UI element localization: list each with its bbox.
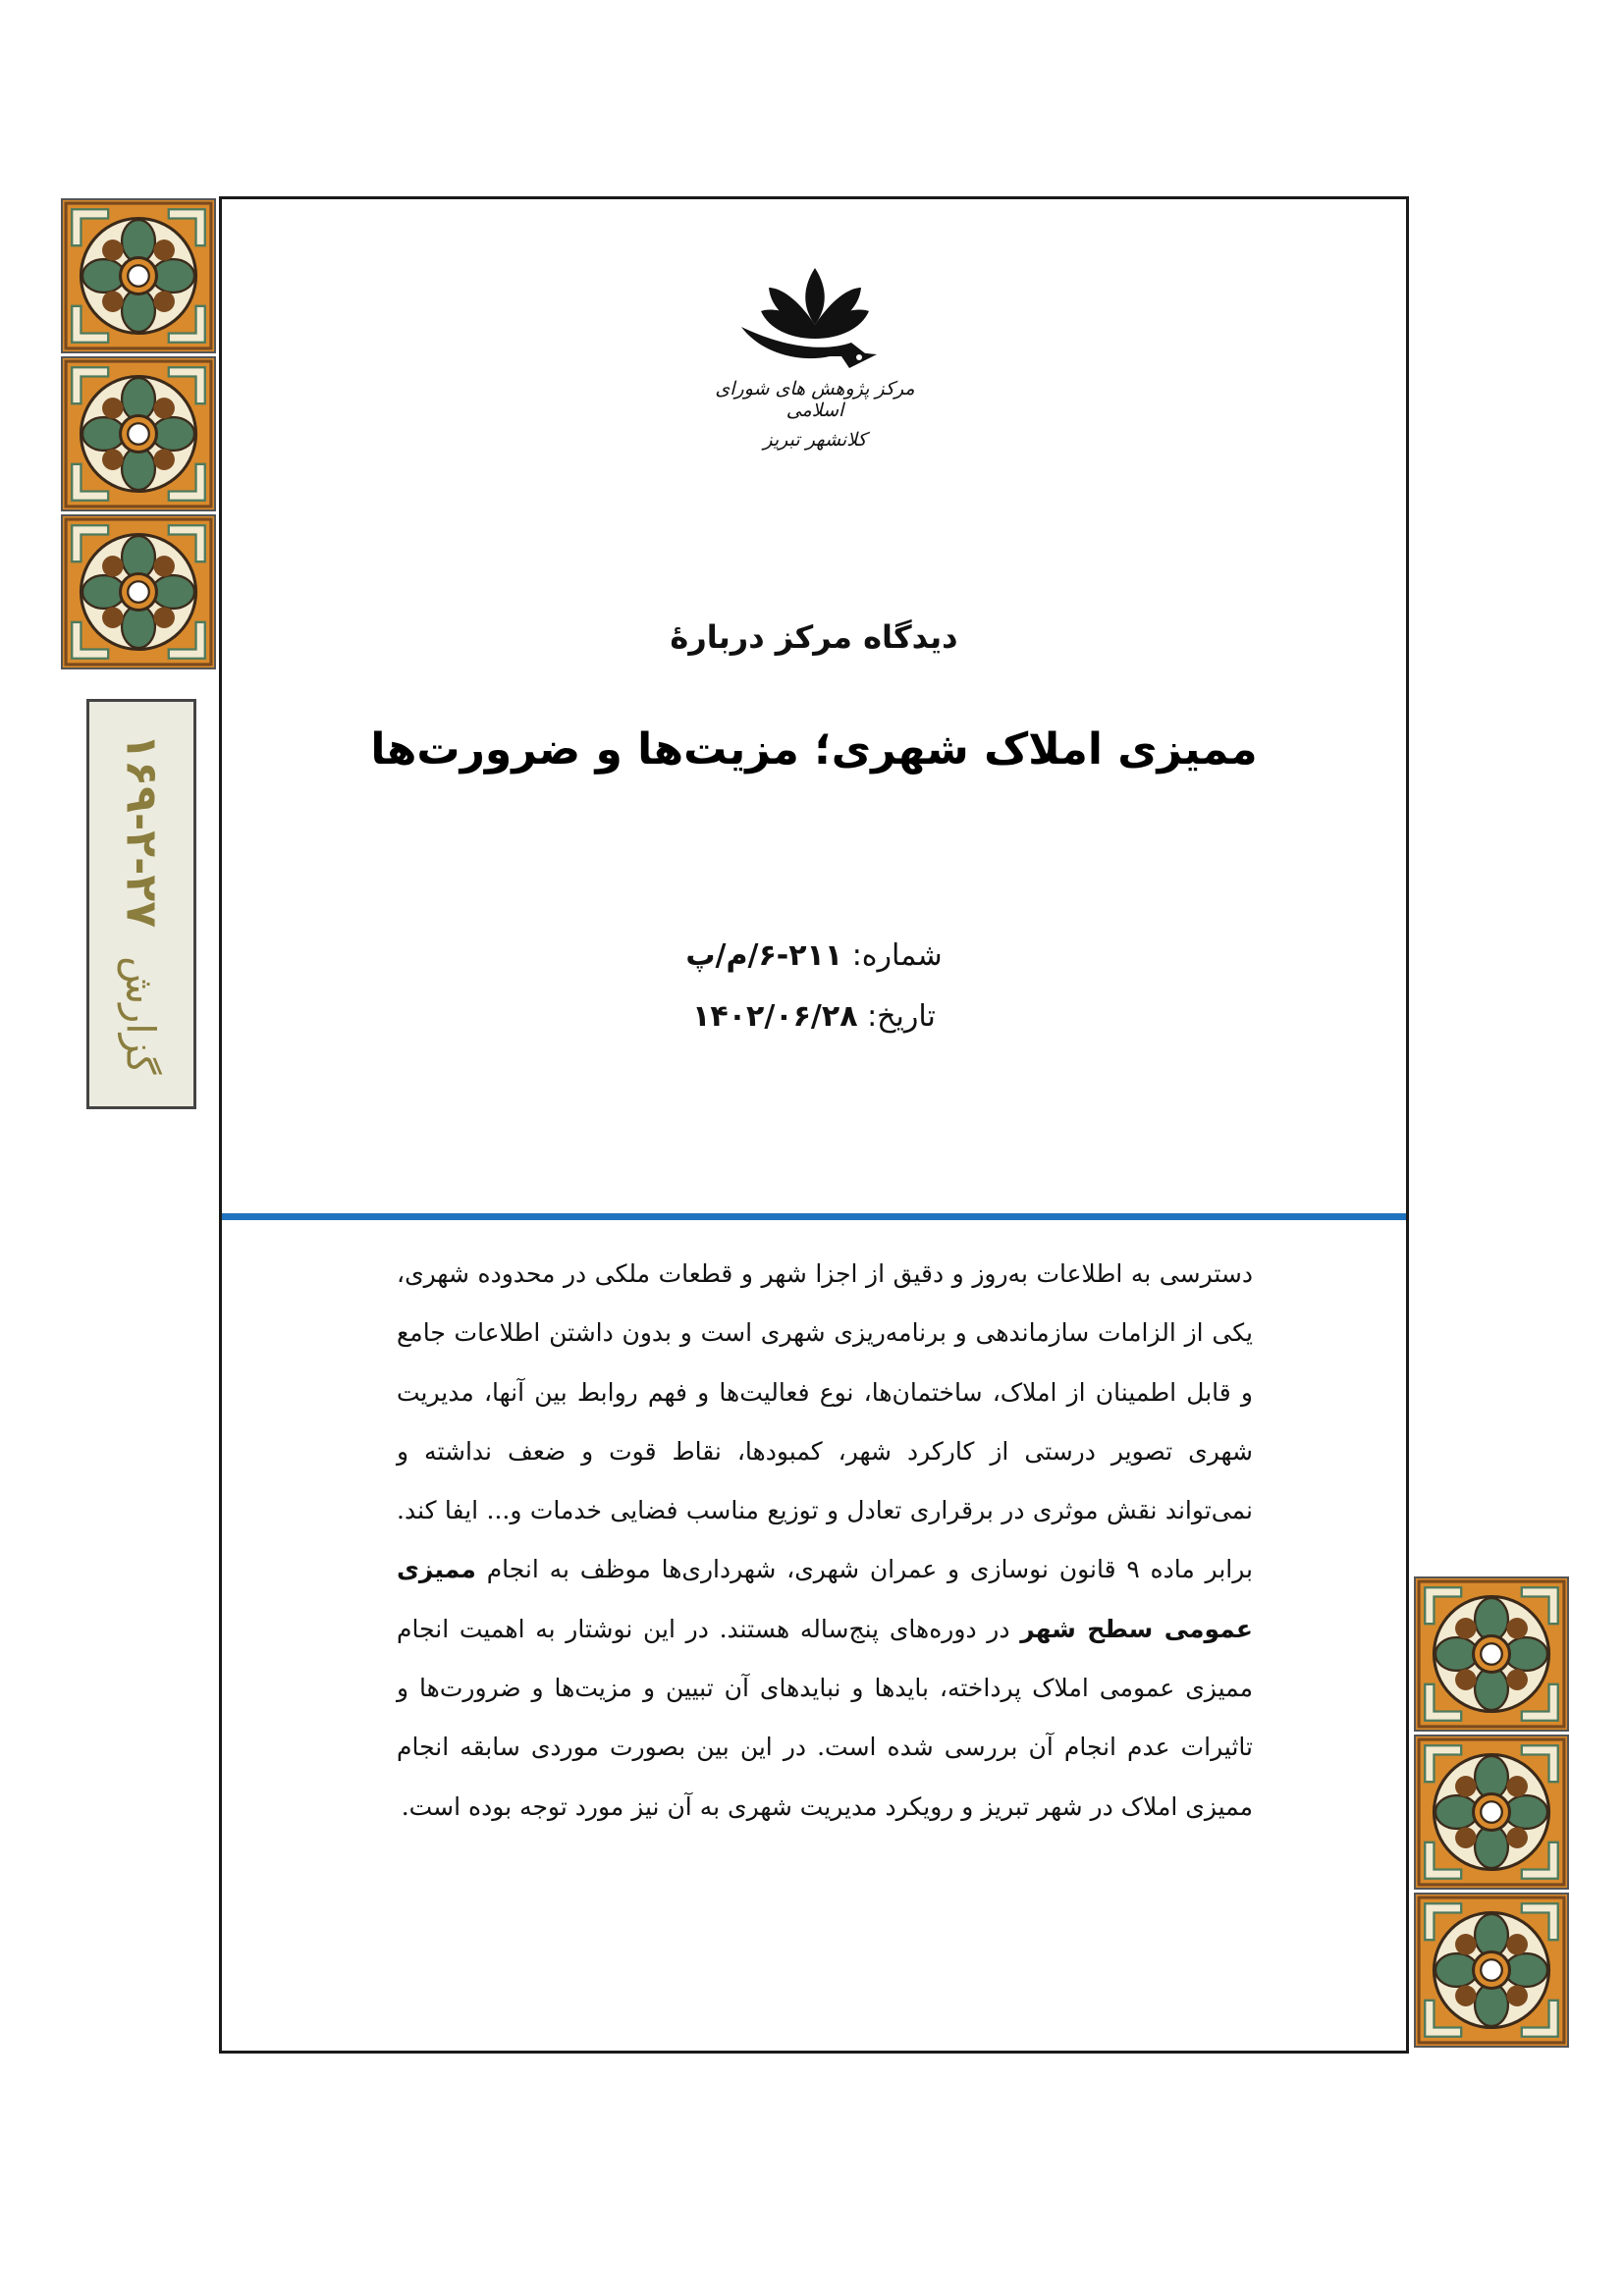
decorative-tile-icon (61, 356, 216, 511)
decorative-tile-icon (61, 514, 216, 669)
decorative-tile-icon (1414, 1893, 1569, 2048)
logo-text-line1: مرکز پژوهش های شورای اسلامی (715, 378, 915, 421)
logo-text-line2: کلانشهر تبریز (763, 429, 867, 451)
report-label-box (86, 699, 196, 1109)
report-code: ۲۷-۲-۱۶۹ (116, 733, 167, 929)
date-label: تاریخ: (867, 999, 936, 1034)
page-title: ممیزی املاک شهری؛ مزیت‌ها و ضرورت‌ها (370, 724, 1258, 774)
number-label: شماره: (851, 938, 943, 973)
decorative-tile-icon (61, 198, 216, 353)
paragraph-part2: در دوره‌های پنج‌ساله هستند. در این نوشتار به اهمیت انجام ممیزی عمومی املاک پرداخته، بایدها و نبایدهای آن تبیین و مزیت‌ها و ضرورت‌ها و تاثیرات عدم انجام آن بررسی شده است. در این بین بصورت موردی سابقه انجام ممیزی املاک در شهر تبریز و رویکرد مدیریت شهری به آن نیز مورد توجه بوده است. (397, 1614, 1253, 1821)
number-value: ۲۱۱-۶/م/پ (685, 938, 843, 973)
decorative-tile-icon (1414, 1735, 1569, 1890)
report-label (117, 733, 167, 1074)
summary-paragraph (397, 1245, 1253, 1837)
paragraph-part1: دسترسی به اطلاعات به‌روز و دقیق از اجزا شهر و قطعات ملکی در محدوده شهری، یکی از الزامات سازماندهی و برنامه‌ریزی شهری است و بدون داشتن اطلاعات جامع و قابل اطمینان از املاک، ساختمان‌ها، نوع فعالیت‌ها و فهم روابط بین آنها، مدیریت شهری تصویر درستی از کارکرد شهر، کمبودها، نقاط قوت و ضعف نداشته و نمی‌تواند نقش موثری در برقراری تعادل و توزیع مناسب فضایی خدمات و... ایفا کند. برابر ماده ۹ قانون نوسازی و عمران شهری، شهرداری‌ها موظف به انجام (397, 1259, 1253, 1584)
page-subtitle: دیدگاه مرکز دربارۀ (670, 618, 958, 656)
date-value: ۱۴۰۲/۰۶/۲۸ (692, 999, 858, 1034)
paragraph-bold: ممیزی عمومی سطح شهر (397, 1555, 1253, 1643)
report-label-text: گزارش (117, 956, 163, 1075)
document-number (222, 938, 1406, 973)
blue-divider (222, 1213, 1406, 1220)
document-date (222, 999, 1406, 1034)
decorative-tile-icon (1414, 1576, 1569, 1732)
